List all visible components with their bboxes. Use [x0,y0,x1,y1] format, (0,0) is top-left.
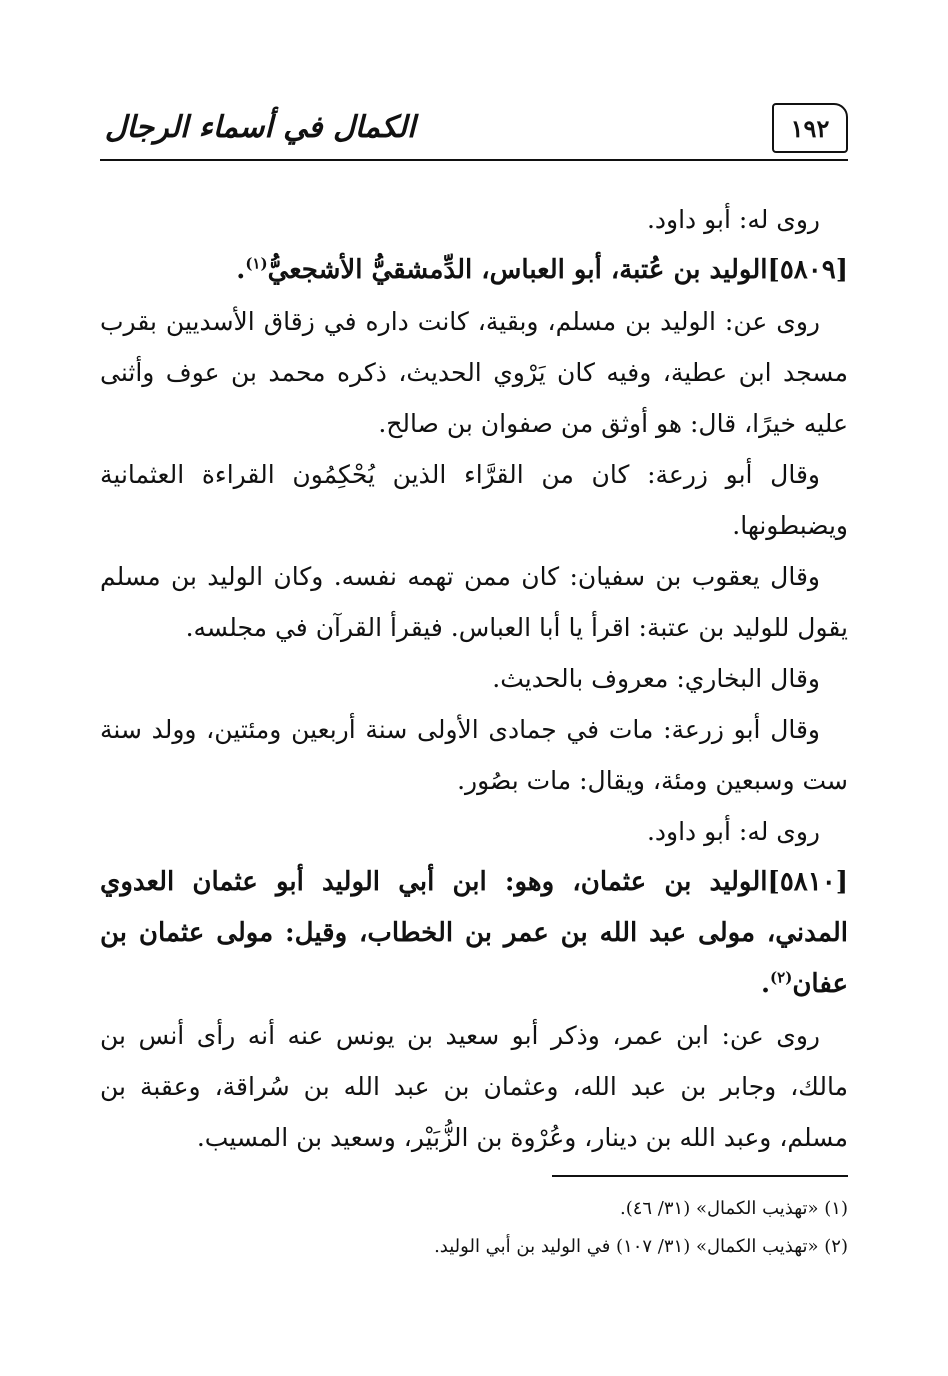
paragraph: روى عن: ابن عمر، وذكر أبو سعيد بن يونس عنه أنه رأى أنس بن مالك، وجابر بن عبد الله، وعثمان بن عبد الله بن سُراقة، وعقبة بن مسلم، وعبد الله بن دينار، وعُرْوة بن الزُّبَيْر، وسعيد بن المسيب. [100,1021,848,1152]
paragraph: وقال أبو زرعة: كان من القرَّاء الذين يُحْكِمُون القراءة العثمانية ويضبطونها. [100,460,848,540]
page-header [100,95,848,161]
page-number: ١٩٢ [772,103,848,153]
footnote: (١) «تهذيب الكمال» (٣١/ ٤٦). [619,1198,848,1219]
paragraph: وقال البخاري: معروف بالحديث. [492,664,820,693]
paragraph: وقال يعقوب بن سفيان: كان ممن تهمه نفسه. وكان الوليد بن مسلم يقول للوليد بن عتبة: اقرأ يا أبا العباس. فيقرأ القرآن في مجلسه. [100,562,848,642]
entry-heading: [٥٨١٠]الوليد بن عثمان، وهو: ابن أبي الوليد أبو عثمان العدوي المدني، مولى عبد الله بن عمر بن الخطاب، وقيل: مولى عثمان بن عفان$^{(٢)}$. [100,867,848,999]
paragraph: روى له: أبو داود. [646,817,820,846]
footnote-divider [552,1175,848,1177]
entry-name: الوليد بن عثمان، وهو: ابن أبي الوليد أبو عثمان العدوي المدني، مولى عبد الله بن عمر بن الخطاب، وقيل: مولى عثمان بن عفان [100,867,848,999]
footnotes [100,1190,848,1266]
footnote-ref: (١) [245,254,268,273]
running-title: الكمال في أسماء الرجال [104,109,416,145]
entry-number: [٥٨٠٩] [767,255,848,285]
paragraph: روى عن: الوليد بن مسلم، وبقية، كانت داره في زقاق الأسديين بقرب مسجد ابن عطية، وفيه كان يَرْوي الحديث، ذكره محمد بن عوف وأثنى عليه خيرًا، قال: هو أوثق من صفوان بن صالح. [100,307,848,438]
main-text [100,194,848,1163]
footnote: (٢) «تهذيب الكمال» (٣١/ ١٠٧) في الوليد بن أبي الوليد. [434,1236,848,1257]
paragraph: وقال أبو زرعة: مات في جمادى الأولى سنة أربعين ومئتين، وولد سنة ست وسبعين ومئة، ويقال: مات بصُور. [100,715,848,795]
entry-number: [٥٨١٠] [767,867,848,897]
text-line: روى له: أبو داود. [646,205,820,234]
entry-name: الوليد بن عُتبة، أبو العباس، الدِّمشقيُّ الأشجعيُّ [267,255,768,285]
footnote-ref: (٢) [770,968,793,987]
entry-heading: [٥٨٠٩]الوليد بن عُتبة، أبو العباس، الدِّمشقيُّ الأشجعيُّ$^{(١)}$. [236,254,848,285]
